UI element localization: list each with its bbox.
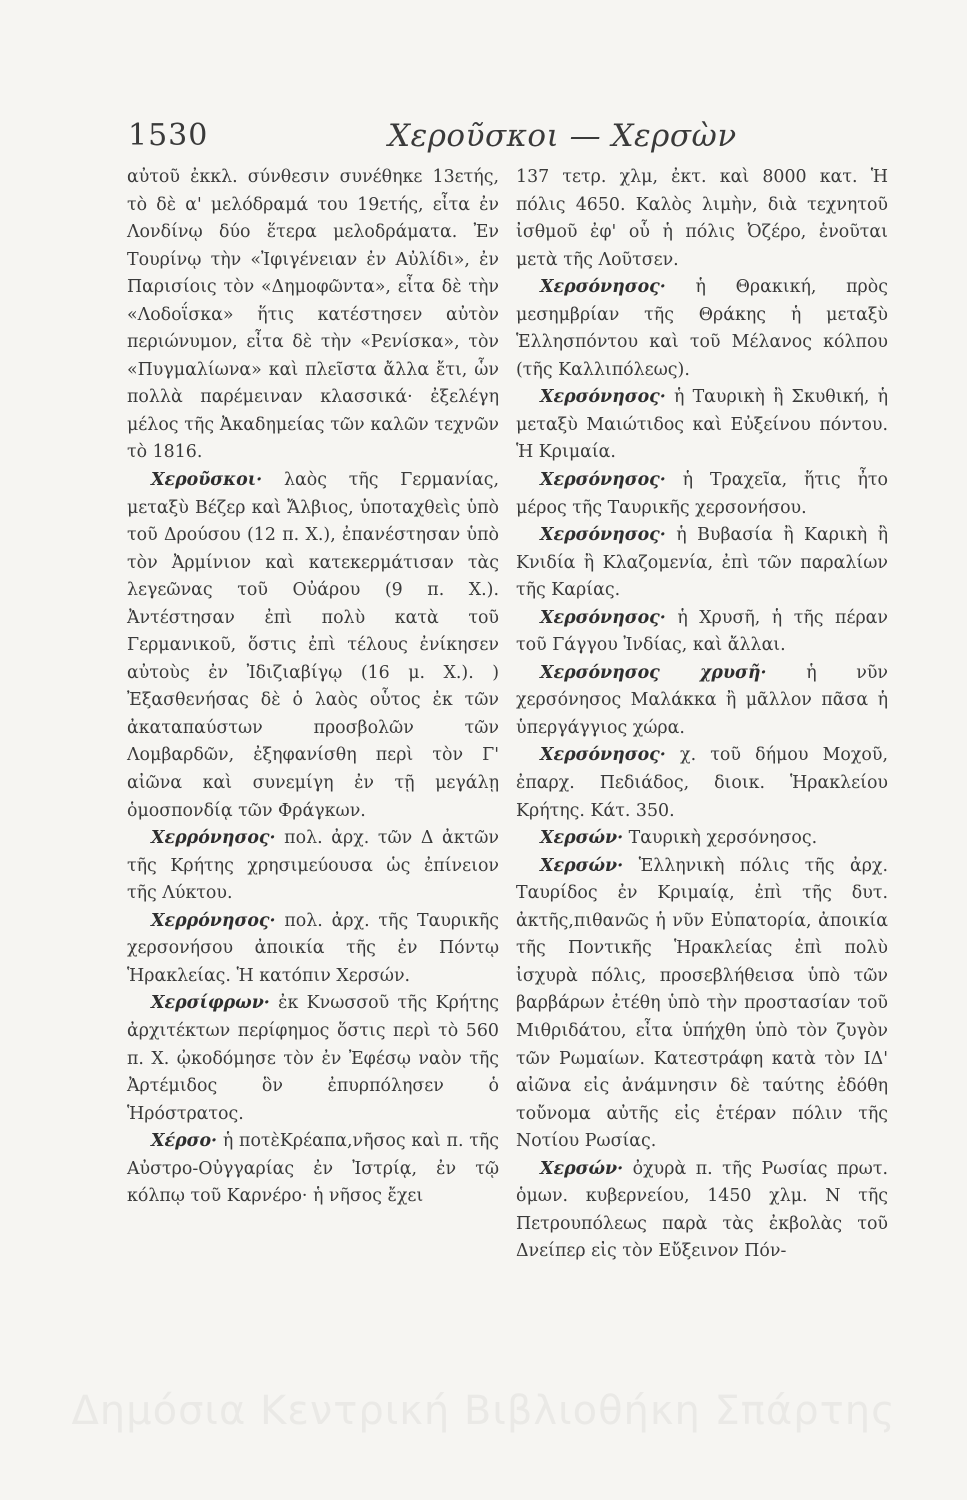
entry-lemma: Χερσόνησος χρυσῆ· — [540, 662, 767, 683]
entry-text: ἡ νῦν χερσόνησος Μαλάκκα ἢ μᾶλλον πᾶσα ἡ ὑπεργάγγιος χώρα. — [516, 662, 888, 738]
entry-text: πολ. ἀρχ. τῆς Ταυρικῆς χερσονήσου ἀποικία τῆς ἐν Πόντῳ Ἡρακλείας. Ἡ κατόπιν Χερσών. — [127, 910, 499, 986]
entry-lemma: Χερσόνησος· — [540, 470, 666, 491]
entry — [516, 742, 888, 825]
entry — [127, 825, 499, 908]
entry-lemma: Χερρόνησος· — [151, 910, 276, 931]
entry-text: ἡ Χρυσῆ, ἡ τῆς πέραν τοῦ Γάγγου Ἰνδίας, καὶ ἄλλαι. — [516, 607, 888, 656]
entry-text: αὐτοῦ ἐκκλ. σύνθεσιν συνέθηκε 13ετής, τὸ δὲ α' μελόδραμά του 19ετής, εἶτα ἐν Λονδίνῳ δύο ἕτερα μελοδράματα. Ἐν Τουρίνῳ τὴν «Ἰφιγένειαν ἐν Αὐλίδι», ἐν Παρισίοις τὸν «Δημοφῶντα», εἶτα δὲ τὴν «Λοδοΐσκα» ἥτις κατέστησεν αὐτὸν περιώνυμον, εἶτα δὲ τὴν «Ρενίσκα», τὸν «Πυγμαλίωνα» καὶ πλεῖστα ἄλλα ἔτι, ὧν πολλὰ παρέμειναν κλασσικά· ἐξελέγη μέλος τῆς Ἀκαδημείας τῶν καλῶν τεχνῶν τὸ 1816. — [127, 167, 499, 463]
entry-text: Ἑλληνικὴ πόλις τῆς ἀρχ. Ταυρίδος ἐν Κριμαίᾳ, ἐπὶ τῆς δυτ. ἀκτῆς,πιθανῶς ἡ νῦν Εὐπατορία, ἀποικία τῆς Ποντικῆς Ἡρακλείας ἐπὶ πολὺ ἰσχυρὰ πόλις, προσεβλήθεισα ὑπὸ τῶν βαρβάρων ἐτέθη ὑπὸ τὴν προστασίαν τοῦ Μιθριδάτου, εἶτα ὑπήχθη ὑπὸ τὸν ζυγὸν τῶν Ρωμαίων. Κατεστράφη κατὰ τὸν ΙΔ' αἰῶνα εἰς ἀνάμνησιν δὲ ταύτης ἐδόθη τοὔνομα αὐτῆς εἰς ἑτέραν πόλιν τῆς Νοτίου Ρωσίας. — [516, 855, 888, 1152]
entry — [516, 853, 888, 1156]
entry — [127, 908, 499, 991]
right-column — [516, 164, 888, 1266]
entry-text: Ταυρικὴ χερσόνησος. — [623, 828, 818, 849]
entry-text: ἡ Τραχεῖα, ἥτις ἦτο μέρος τῆς Ταυρικῆς χερσονήσου. — [516, 470, 888, 518]
entry-lemma: Χερσών· — [540, 855, 624, 876]
entry — [127, 990, 499, 1128]
entry — [516, 1156, 888, 1266]
entry-continuation — [516, 164, 888, 274]
entry-lemma: Χερσών· — [540, 828, 624, 849]
entry-continuation — [127, 164, 499, 467]
entry — [516, 605, 888, 660]
page-heading: Χεροῦσκοι — Χερσὼν — [388, 118, 737, 154]
page-number: 1530 — [128, 118, 209, 153]
entry-text: ἡ Ταυρικὴ ἢ Σκυθική, ἡ μεταξὺ Μαιώτιδος καὶ Εὐξείνου πόντου. Ἡ Κριμαία. — [516, 387, 888, 463]
entry-text: ὀχυρὰ π. τῆς Ρωσίας πρωτ. ὁμων. κυβερνείου, 1450 χλμ. Ν τῆς Πετρουπόλεως παρὰ τὰς ἐκβολὰς τοῦ Δνείπερ εἰς τὸν Εὔξεινον Πόν- — [516, 1158, 888, 1262]
entry — [516, 384, 888, 467]
entry-lemma: Χερσόνησος· — [540, 277, 666, 298]
entry-lemma: Χερσών· — [540, 1158, 624, 1179]
entry-text: λαὸς τῆς Γερμανίας, μεταξὺ Βέζερ καὶ Ἄλβιος, ὑποταχθεὶς ὑπὸ τοῦ Δρούσου (12 π. Χ.), ἐπανέστησαν ὑπὸ τὸν Ἀρμίνιον καὶ κατεκερμάτισαν τὰς λεγεῶνας τοῦ Οὐάρου (9 π. Χ.). Ἀντέστησαν ἐπὶ πολὺ κατὰ τοῦ Γερμανικοῦ, ὅστις ἐπὶ τέλους ἐνίκησεν αὐτοὺς ἐν Ἰδιζιαβίγῳ (16 μ. Χ.). ) Ἐξασθενήσας δὲ ὁ λαὸς οὗτος ἐκ τῶν ἀκαταπαύστων προσβολῶν τῶν Λομβαρδῶν, ἐξηφανίσθη περὶ τὸν Γ' αἰῶνα καὶ συνεμίγη ἐν τῇ μεγάλῃ ὁμοσπονδίᾳ τῶν Φράγκων. — [127, 470, 499, 821]
entry-text: ἡ ποτὲΚρέαπα,νῆσος καὶ π. τῆς Αὐστρο-Οὐγγαρίας ἐν Ἰστρίᾳ, ἐν τῷ κόλπῳ τοῦ Καρνέρο· ἡ νῆσος ἔχει — [127, 1131, 499, 1207]
entry — [516, 825, 888, 853]
entry-lemma: Χέρσο· — [151, 1131, 218, 1152]
entry-text: ἐκ Κνωσσοῦ τῆς Κρήτης ἀρχιτέκτων περίφημος ὅστις περὶ τὸ 560 π. Χ. ᾠκοδόμησε τὸν ἐν Ἐφέσῳ ναὸν τῆς Ἀρτέμιδος ὃν ἐπυρπόλησεν ὁ Ἡρόστρατος. — [127, 993, 499, 1124]
entry-lemma: Χερσόνησος· — [540, 387, 666, 408]
entry — [127, 467, 499, 825]
entry-lemma: Χερσίφρων· — [151, 993, 270, 1014]
entry — [516, 274, 888, 384]
entry-text: πολ. ἀρχ. τῶν Δ ἀκτῶν τῆς Κρήτης χρησιμεύουσα ὡς ἐπίνειον τῆς Λύκτου. — [127, 828, 499, 904]
entry-lemma: Χερσόνησος· — [540, 525, 666, 546]
entry — [127, 1128, 499, 1211]
entry-lemma: Χερσόνησος· — [540, 607, 666, 628]
library-watermark: Δημόσια Κεντρική Βιβλιοθήκη Σπάρτης — [71, 1388, 896, 1434]
entry-lemma: Χεροῦσκοι· — [151, 470, 263, 491]
entry-lemma: Χερρόνησος· — [151, 828, 276, 849]
running-head — [128, 118, 848, 158]
entry-text: ἡ Βυβασία ἢ Καρικὴ ἢ Κνιδία ἢ Κλαζομενία, ἐπὶ τῶν παραλίων τῆς Καρίας. — [516, 525, 888, 601]
entry — [516, 522, 888, 605]
entry-text: 137 τετρ. χλμ, ἐκτ. καὶ 8000 κατ. Ἡ πόλις 4650. Καλὸς λιμὴν, διὰ τεχνητοῦ ἰσθμοῦ ἐφ' οὗ ἡ πόλις Ὀζέρο, ἑνοῦται μετὰ τῆς Λοῦτσεν. — [516, 167, 888, 270]
entry-lemma: Χερσόνησος· — [540, 745, 666, 766]
entry — [516, 660, 888, 743]
left-column — [127, 164, 499, 1211]
entry — [516, 467, 888, 522]
entry-text: ἡ Θρακική, πρὸς μεσημβρίαν τῆς Θράκης ἡ μεταξὺ Ἑλλησπόντου καὶ τοῦ Μέλανος κόλπου (τῆς Καλλιπόλεως). — [516, 277, 888, 380]
entry-text: χ. τοῦ δήμου Μοχοῦ, ἐπαρχ. Πεδιάδος, διοικ. Ἡρακλείου Κρήτης. Κάτ. 350. — [516, 745, 888, 821]
